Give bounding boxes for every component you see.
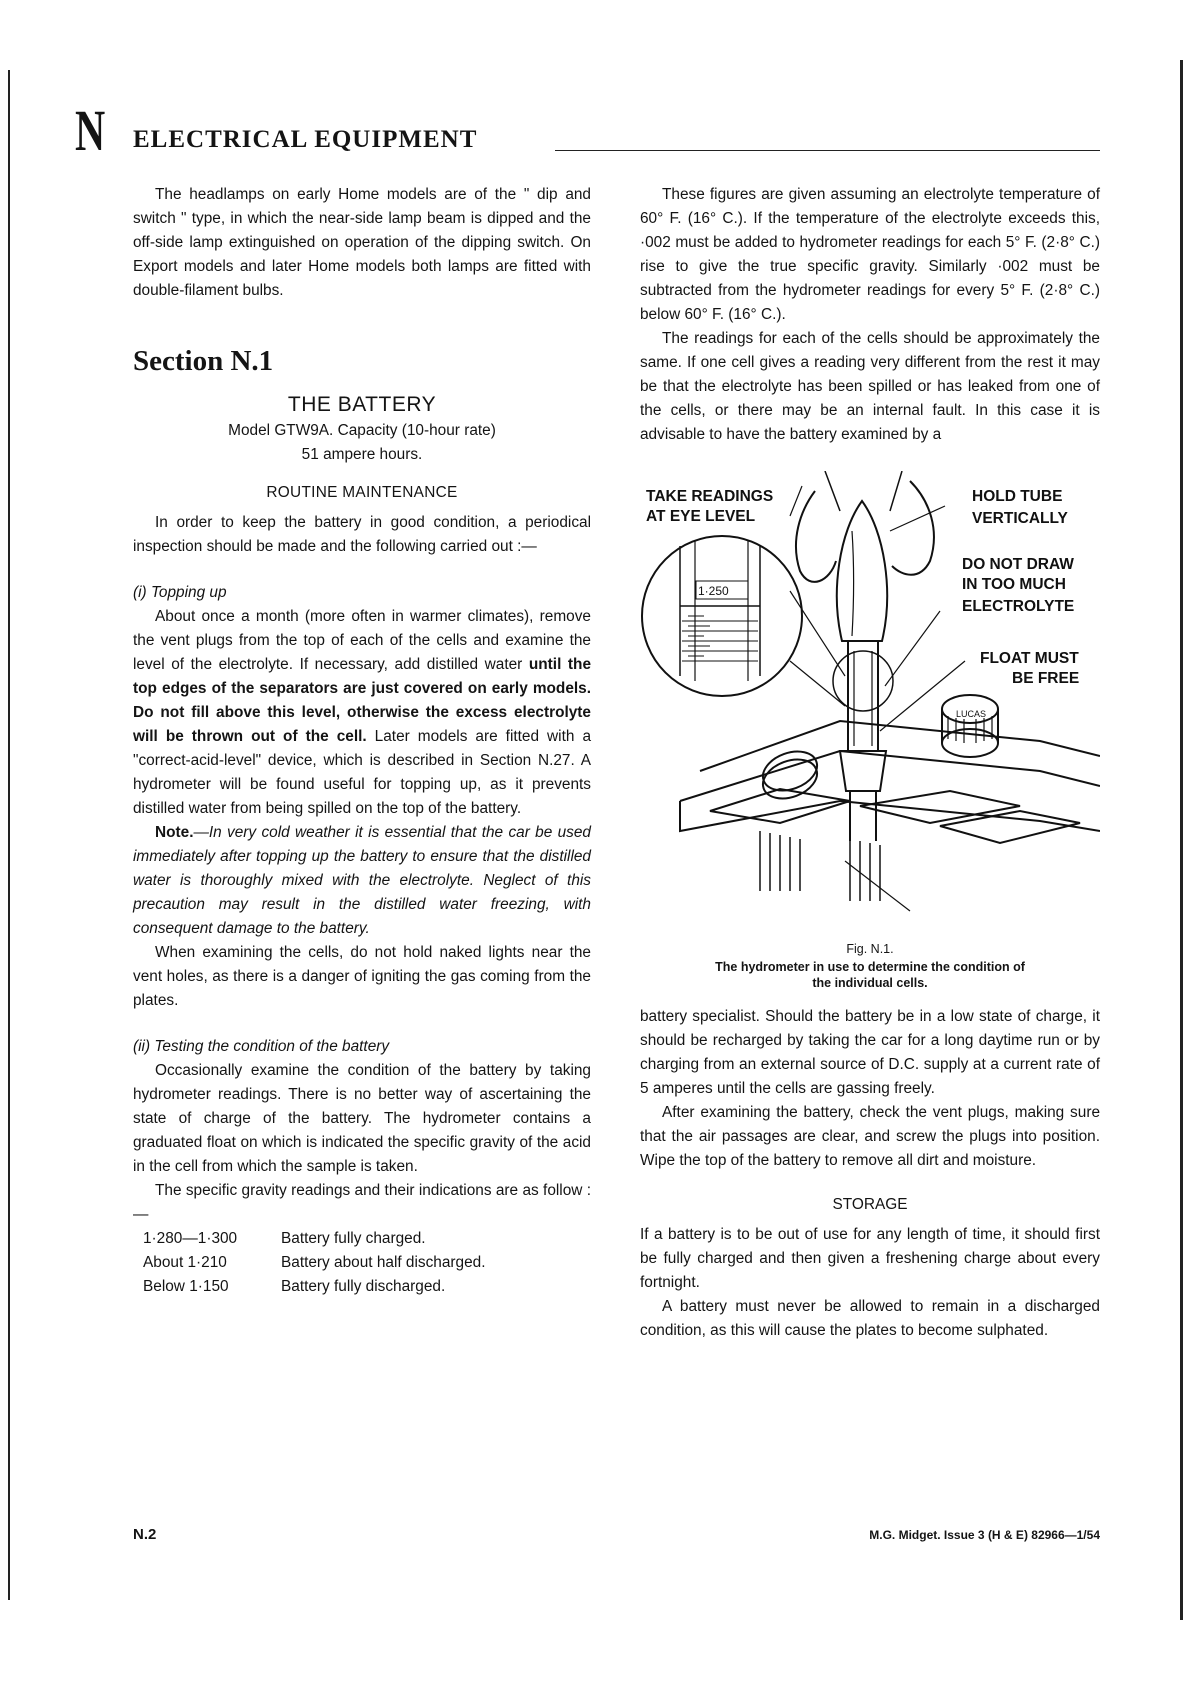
storage-paragraph-2: A battery must never be allowed to remain in a discharged condition, as this will cause the plates to become sulphated. xyxy=(640,1298,1100,1339)
figure-caption xyxy=(640,941,1100,991)
hydrometer-illustration xyxy=(640,471,1100,941)
reading-row: Below 1·150 Battery fully discharged. xyxy=(143,1278,446,1295)
page-header xyxy=(75,98,1100,163)
label-float-must: FLOAT MUST xyxy=(980,650,1079,667)
page-edge-right xyxy=(1180,60,1183,1620)
recharge-paragraph: battery specialist. Should the battery be in a low state of charge, it should be recharged by taking the car for a long daytime run or by charging from an external source of D.C. supply at a current rate of 5 amperes until the cells are gassing freely. xyxy=(640,1008,1100,1097)
issue-line: M.G. Midget. Issue 3 (H & E) 82966—1/54 xyxy=(869,1528,1100,1542)
page-number: N.2 xyxy=(133,1526,157,1543)
testing-paragraph: Occasionally examine the condition of the battery by taking hydrometer readings. There is no better way of ascertaining the state of charge of the battery. The hydrometer contains a graduated float on which is indicated the specific gravity of the acid in the cell from which the sample is taken. xyxy=(133,1062,591,1175)
label-vertically: VERTICALLY xyxy=(972,510,1068,527)
scale-reading: 1·250 xyxy=(698,584,729,598)
note-paragraph: Note.—In very cold weather it is essential that the car be used immediately after topping up the battery to ensure that the distilled water is thoroughly mixed with the electrolyte. Neglect of this precaution may result in the distilled water freezing, with consequent damage to the battery. xyxy=(133,824,591,937)
temperature-paragraph: These figures are given assuming an electrolyte temperature of 60° F. (16° C.). If the temperature of the electrolyte exceeds this, ·002 must be added to hydrometer readings for each 5° F. (2·8° C.) rise to give the true specific gravity. Similarly ·002 must be subtracted from the hydrometer readings for every 5° F. (2·8° C.) below 60° F. (16° C.). xyxy=(640,186,1100,323)
page-edge-left xyxy=(8,70,10,1600)
left-column xyxy=(133,183,591,1299)
vent-plugs-paragraph: After examining the battery, check the vent plugs, making sure that the air passages are clear, and screw the plugs into position. Wipe the top of the battery to remove all dirt and moisture. xyxy=(640,1104,1100,1169)
routine-intro: In order to keep the battery in good condition, a periodical inspection should be made and the following carried out :— xyxy=(133,514,591,555)
chapter-letter: N xyxy=(75,98,106,163)
figure-description-line1: The hydrometer in use to determine the condition of xyxy=(715,960,1025,974)
battery-model-line1: Model GTW9A. Capacity (10-hour rate) xyxy=(228,422,496,439)
label-electrolyte: ELECTROLYTE xyxy=(962,598,1075,615)
topping-paragraph: About once a month (more often in warmer climates), remove the vent plugs from the top of each of the cells and examine the level of the electrolyte. If necessary, add distilled water until the top edges of the separators are just covered on early models. Do not fill above this level, otherwise the excess electrolyte will be thrown out of the cell. Later models are fitted with a "correct-acid-level" device, which is described in Section N.27. A hydrometer will be found useful for topping up, as it prevents distilled water from being spilled on the top of the battery. xyxy=(133,608,592,817)
storage-heading: STORAGE xyxy=(832,1196,908,1213)
chapter-title: ELECTRICAL EQUIPMENT xyxy=(133,126,478,153)
readings-table xyxy=(133,1227,591,1299)
battery-title: THE BATTERY xyxy=(287,393,437,416)
hydrometer-figure xyxy=(640,471,1100,941)
label-be-free: BE FREE xyxy=(1012,670,1080,687)
topping-heading: (i) Topping up xyxy=(133,584,227,601)
figure-description-line2: the individual cells. xyxy=(812,976,928,990)
routine-heading: ROUTINE MAINTENANCE xyxy=(266,484,458,501)
storage-paragraph-1: If a battery is to be out of use for any length of time, it should first be fully charged and then given a freshening charge about every fortnight. xyxy=(640,1226,1100,1291)
naked-lights-paragraph: When examining the cells, do not hold naked lights near the vent holes, as there is a danger of igniting the gas coming from the plates. xyxy=(133,944,591,1009)
section-heading: Section N.1 xyxy=(133,345,274,377)
label-do-not-draw: DO NOT DRAW xyxy=(962,556,1074,573)
vent-plug-lettering: LUCAS xyxy=(956,709,987,719)
battery-model-line2: 51 ampere hours. xyxy=(301,446,423,463)
figure-number: Fig. N.1. xyxy=(846,942,894,956)
label-hold-tube: HOLD TUBE xyxy=(972,488,1063,505)
label-eye-level: AT EYE LEVEL xyxy=(646,508,756,525)
label-in-too-much: IN TOO MUCH xyxy=(962,576,1066,593)
readings-intro: The specific gravity readings and their indications are as follow :— xyxy=(133,1182,591,1223)
label-take-readings: TAKE READINGS xyxy=(646,488,774,505)
right-column xyxy=(640,183,1100,1343)
header-rule xyxy=(555,150,1100,151)
cell-readings-paragraph: The readings for each of the cells should be approximately the same. If one cell gives a reading very different from the rest it may be that the electrolyte has been spilled or has leaked from one of the cells, or there may be an internal fault. In this case it is advisable to have the battery examined by a xyxy=(640,330,1100,443)
testing-heading: (ii) Testing the condition of the battery xyxy=(133,1038,390,1055)
reading-row: About 1·210 Battery about half discharged. xyxy=(143,1254,486,1271)
intro-paragraph: The headlamps on early Home models are of the " dip and switch " type, in which the near-side lamp beam is dipped and the off-side lamp extinguished on operation of the dipping switch. On Export models and later Home models both lamps are fitted with double-filament bulbs. xyxy=(133,186,591,299)
reading-row: 1·280—1·300 Battery fully charged. xyxy=(143,1230,426,1247)
